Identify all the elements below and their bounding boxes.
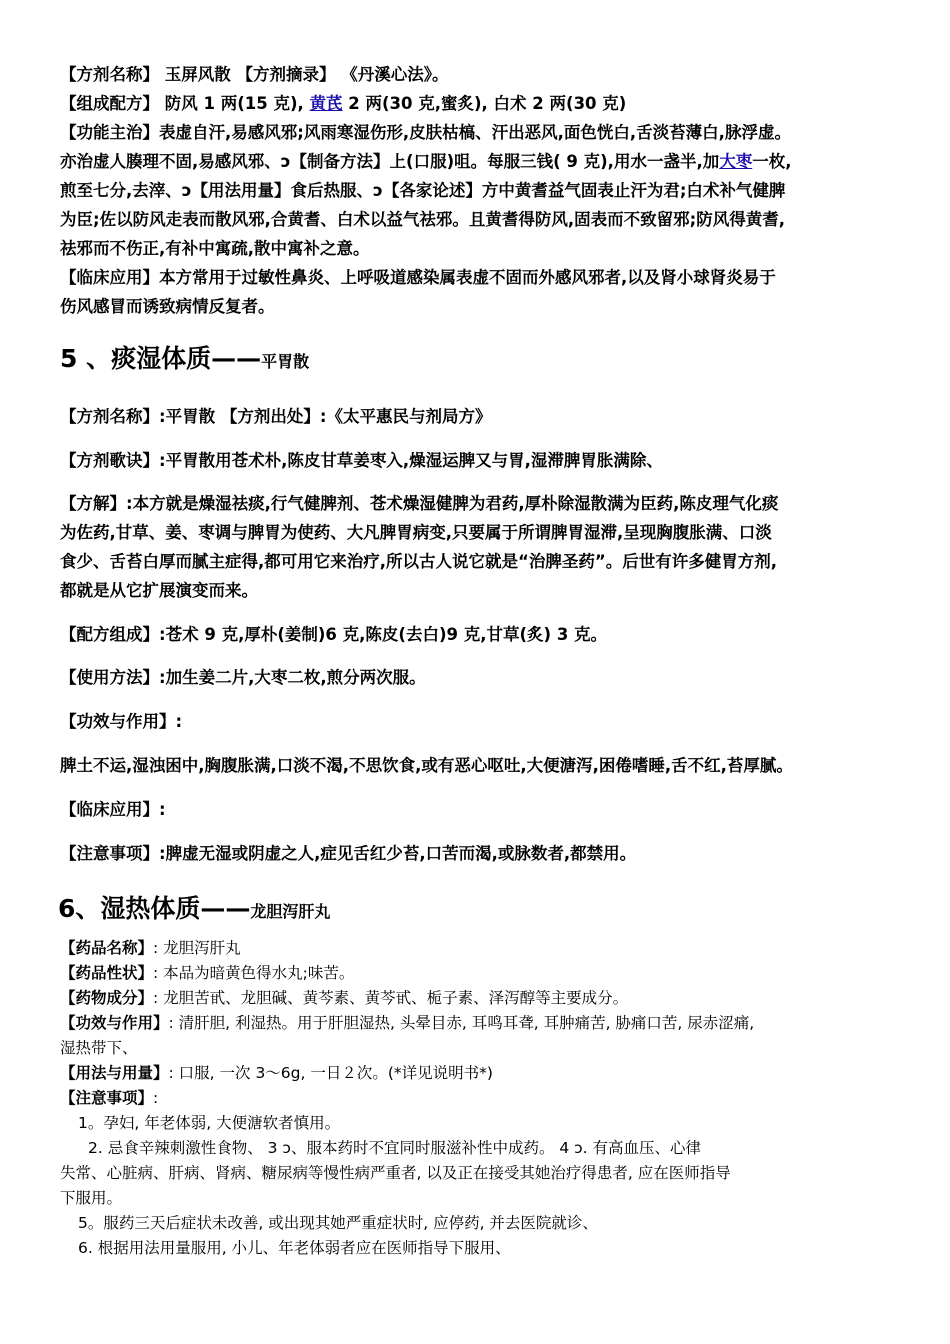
s6-note-text-6: 6. 根据用法用量服用, 小儿、年老体弱者应在医师指导下服用、 <box>78 1239 511 1257</box>
s6-eff-line-2 <box>60 1036 900 1061</box>
s6-name-line <box>60 936 900 961</box>
section-5-heading <box>60 342 900 379</box>
preparation-text-b: 一枚, <box>752 152 792 171</box>
s6-eff-label: 【功效与作用】 <box>60 1014 169 1032</box>
s6-note-item-6 <box>78 1236 900 1261</box>
s6-dose-text: : 口服, 一次 3～6g, 一日２次。(*详见说明书*) <box>168 1064 493 1082</box>
s6-note-item-2c <box>60 1186 900 1211</box>
function-line <box>60 118 900 147</box>
clinical-line-2 <box>60 292 900 321</box>
s6-note-item-5 <box>78 1211 900 1236</box>
s6-comp-line <box>60 986 900 1011</box>
section-5-title: 5 、痰湿体质—— <box>60 344 262 373</box>
s5-expl-text-4: 都就是从它扩展演变而来。 <box>60 581 258 600</box>
preparation-text-a: 亦治虚人腠理不固,易感风邪、ↄ【制备方法】上(口服)咀。每服三钱( 9 克),用水一盏半,加 <box>60 152 720 171</box>
s6-dose-line <box>60 1061 900 1086</box>
s6-prop-line <box>60 961 900 986</box>
s5-name-text: 【方剂名称】:平胃散 【方剂出处】:《太平惠民与剂局方》 <box>60 407 492 426</box>
s6-note-text-2: 2. 忌食辛辣刺激性食物、 3 ↄ、服本药时不宜同时服滋补性中成药。 4 ↄ. 有高血压、心律 <box>88 1139 702 1157</box>
clinical-line-1 <box>60 263 900 292</box>
s6-dose-label: 【用法与用量】 <box>60 1064 169 1082</box>
formula-name-text: 【方剂名称】 玉屏风散 【方剂摘录】 《丹溪心法》。 <box>60 65 449 84</box>
commentary-line-1 <box>60 205 900 234</box>
section-6-subtitle: 龙胆泻肝丸 <box>250 902 331 921</box>
huangqi-link[interactable]: 黄芪 <box>309 94 343 113</box>
s6-name-text: : 龙胆泻肝丸 <box>153 939 241 957</box>
s5-usage-line <box>60 663 900 692</box>
usage-line <box>60 176 900 205</box>
s6-prop-label: 【药品性状】 <box>60 964 154 982</box>
s5-expl-text-1: 【方解】:本方就是燥湿祛痰,行气健脾剂、苍术燥湿健脾为君药,厚朴除湿散满为臣药,陈皮理气化痰 <box>60 494 779 513</box>
usage-text: 煎至七分,去滓、ↄ【用法用量】食后热服、ↄ【各家论述】方中黄耆益气固表止汗为君;白术补气健脾 <box>60 181 786 200</box>
s5-expl-line-4 <box>60 576 900 605</box>
s5-formula-text: 【配方组成】:苍术 9 克,厚朴(姜制)6 克,陈皮(去白)9 克,甘草(炙) 3 克。 <box>60 625 608 644</box>
s6-note-label: 【注意事项】 <box>60 1089 154 1107</box>
function-text: 【功能主治】表虚自汗,易感风邪;风雨寒湿伤形,皮肤枯槁、汗出恶风,面色恍白,舌淡苔薄白,脉浮虚。 <box>60 123 791 142</box>
composition-text-a: 【组成配方】 防风 1 两(15 克), <box>60 94 310 113</box>
clinical-text-1: 【临床应用】本方常用于过敏性鼻炎、上呼吸道感染属表虚不固而外感风邪者,以及肾小球肾炎易于 <box>60 268 776 287</box>
s5-effect-text-line <box>60 751 900 780</box>
s6-note-item-1 <box>78 1111 900 1136</box>
s6-note-text-5: 5。服药三天后症状未改善, 或出现其她严重症状时, 应停药, 并去医院就诊、 <box>78 1214 598 1232</box>
s5-song-text: 【方剂歌诀】:平胃散用苍术朴,陈皮甘草姜枣入,燥湿运脾又与胃,湿滞脾胃胀满除、 <box>60 451 663 470</box>
s6-name-label: 【药品名称】 <box>60 939 154 957</box>
section-6-title: 6、湿热体质—— <box>58 894 251 923</box>
s6-note-item-2b <box>60 1161 900 1186</box>
s6-note-text-1: 1。孕妇, 年老体弱, 大便溏软者慎用。 <box>78 1114 341 1132</box>
s6-comp-text: : 龙胆苦甙、龙胆碱、黄芩素、黄芩甙、栀子素、泽泻醇等主要成分。 <box>153 989 629 1007</box>
s5-song-line <box>60 446 900 475</box>
commentary-text-2: 祛邪而不伤正,有补中寓疏,散中寓补之意。 <box>60 239 370 258</box>
s6-prop-text: : 本品为暗黄色得水丸;味苦。 <box>153 964 355 982</box>
formula-name-line <box>60 60 900 89</box>
s5-expl-line-2 <box>60 518 900 547</box>
s5-effect-text: 脾土不运,湿浊困中,胸腹胀满,口淡不渴,不思饮食,或有恶心呕吐,大便溏泻,困倦嗜睡,舌不红,苔厚腻。 <box>60 756 793 775</box>
s5-clinical-line <box>60 795 900 824</box>
s6-note-item-2 <box>88 1136 900 1161</box>
s6-note-text-2c: 下服用。 <box>60 1189 123 1207</box>
s6-comp-label: 【药物成分】 <box>60 989 154 1007</box>
clinical-text-2: 伤风感冒而诱致病情反复者。 <box>60 297 275 316</box>
s5-expl-text-2: 为佐药,甘草、姜、枣调与脾胃为使药、大凡脾胃病变,只要属于所谓脾胃湿滞,呈现胸腹胀满、口淡 <box>60 523 772 542</box>
section-6-heading <box>58 892 898 929</box>
composition-text-b: 2 两(30 克,蜜炙), 白术 2 两(30 克) <box>342 94 627 113</box>
s5-usage-text: 【使用方法】:加生姜二片,大枣二枚,煎分两次服。 <box>60 668 426 687</box>
s6-note-text: : <box>153 1089 159 1107</box>
commentary-text-1: 为臣;佐以防风走表而散风邪,合黄耆、白术以益气祛邪。且黄耆得防风,固表而不致留邪;防风得黄耆, <box>60 210 786 229</box>
s5-expl-text-3: 食少、舌苔白厚而腻主症得,都可用它来治疗,所以古人说它就是“治脾圣药”。后世有许多健胃方剂, <box>60 552 777 571</box>
s6-eff-text-2: 湿热带下、 <box>60 1039 138 1057</box>
preparation-line <box>60 147 900 176</box>
s5-name-line <box>60 402 900 431</box>
s6-note-line <box>60 1086 900 1111</box>
s5-clinical-text: 【临床应用】: <box>60 800 166 819</box>
composition-line <box>60 89 900 118</box>
s6-note-text-2b: 失常、心脏病、肝病、肾病、糖尿病等慢性病严重者, 以及正在接受其她治疗得患者, 应在医师指导 <box>60 1164 731 1182</box>
s5-formula-line <box>60 620 900 649</box>
s5-caution-line <box>60 839 900 868</box>
commentary-line-2 <box>60 234 900 263</box>
s6-eff-line <box>60 1011 900 1036</box>
s5-caution-text: 【注意事项】:脾虚无湿或阴虚之人,症见舌红少苔,口苦而渴,或脉数者,都禁用。 <box>60 844 637 863</box>
s5-expl-line-3 <box>60 547 900 576</box>
s6-eff-text: : 清肝胆, 利湿热。用于肝胆湿热, 头晕目赤, 耳鸣耳聋, 耳肿痛苦, 胁痛口苦, 尿赤涩痛, <box>168 1014 755 1032</box>
s5-effect-label: 【功效与作用】: <box>60 712 183 731</box>
section-5-subtitle: 平胃散 <box>261 352 310 371</box>
s5-effect-label-line <box>60 707 900 736</box>
s5-expl-line-1 <box>60 489 900 518</box>
dazao-link[interactable]: 大枣 <box>719 152 753 171</box>
